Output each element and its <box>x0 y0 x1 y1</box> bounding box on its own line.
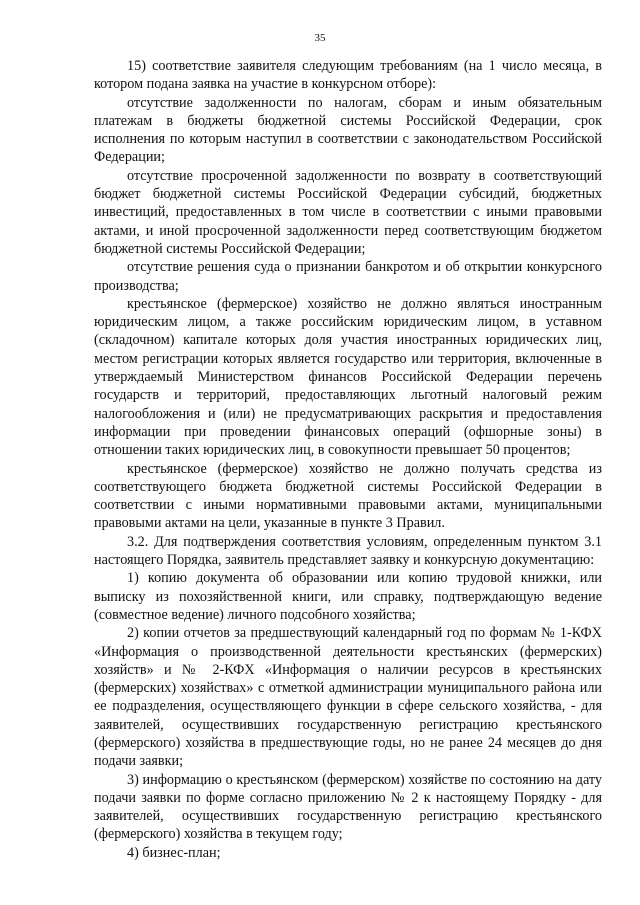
paragraph-section-3-2: 3.2. Для подтверждения соответствия условиям, определенным пунктом 3.1 настоящего Порядка, заявитель представляет заявку и конкурсную документацию: <box>94 533 602 569</box>
paragraph-item-2: 2) копии отчетов за предшествующий календарный год по формам № 1-КФХ «Информация о производственной деятельности крестьянских (фермерских) хозяйств» и № 2-КФХ «Информация о наличии ресурсов в крестьянских (фермерских) хозяйствах» с отметкой администрации муниципального района или ее подразделения, осуществляющего функции в сфере сельского хозяйства, - для заявителей, осуществивших государственную регистрацию крестьянского (фермерского) хозяйства в предшествующие годы, но не ранее 24 месяцев до дня подачи заявки; <box>94 625 602 770</box>
paragraph-item-1: 1) копию документа об образовании или копию трудовой книжки, или выписку из похозяйственной книги, или справку, подтверждающую ведение (совместное ведение) личного подсобного хозяйства; <box>94 570 602 623</box>
paragraph-item-3: 3) информацию о крестьянском (фермерском) хозяйстве по состоянию на дату подачи заявки по форме согласно приложению № 2 к настоящему Порядку - для заявителей, осуществивших государственную регистрацию крестьянского (фермерского) хозяйства в текущем году; <box>94 771 602 843</box>
paragraph-no-other-funds: крестьянское (фермерское) хозяйство не должно получать средства из соответствующего бюджета бюджетной системы Российской Федерации в соответствии с иными нормативными правовыми актами, муниципальными правовыми актами на цели, указанные в пункте 3 Правил. <box>94 460 602 532</box>
paragraph-no-tax-debt: отсутствие задолженности по налогам, сборам и иным обязательным платежам в бюджеты бюджетной системы Российской Федерации, срок исполнения по которым наступил в соответствии с законодательством Российской Федерации; <box>94 94 602 166</box>
paragraph-not-foreign-entity: крестьянское (фермерское) хозяйство не должно являться иностранным юридическим лицом, а также российским юридическим лицом, в уставном (складочном) капитале которых доля участия иностранных юридических лиц, местом регистрации которых является государство или территория, включенные в утверждаемый Министерством финансов Российской Федерации перечень государств и территорий, предоставляющих льготный налоговый режим налогообложения и (или) не предусматривающих раскрытия и предоставления информации при проведении финансовых операций (офшорные зоны) в отношении таких юридических лиц, в совокупности превышает 50 процентов; <box>94 295 602 459</box>
page-number: 35 <box>314 32 326 44</box>
paragraph-no-overdue-debt: отсутствие просроченной задолженности по возврату в соответствующий бюджет бюджетной системы Российской Федерации субсидий, бюджетных инвестиций, предоставленных в том числе в соответствии с иными правовыми актами, и иной просроченной задолженности перед соответствующим бюджетом бюджетной системы Российской Федерации; <box>94 167 602 257</box>
paragraph-no-bankruptcy: отсутствие решения суда о признании банкротом и об открытии конкурсного производства; <box>94 259 602 294</box>
paragraph-requirements-intro: 15) соответствие заявителя следующим требованиям (на 1 число месяца, в котором подана заявка на участие в конкурсном отборе): <box>94 58 602 93</box>
document-body <box>94 57 602 862</box>
paragraph-item-4: 4) бизнес-план; <box>127 844 221 861</box>
